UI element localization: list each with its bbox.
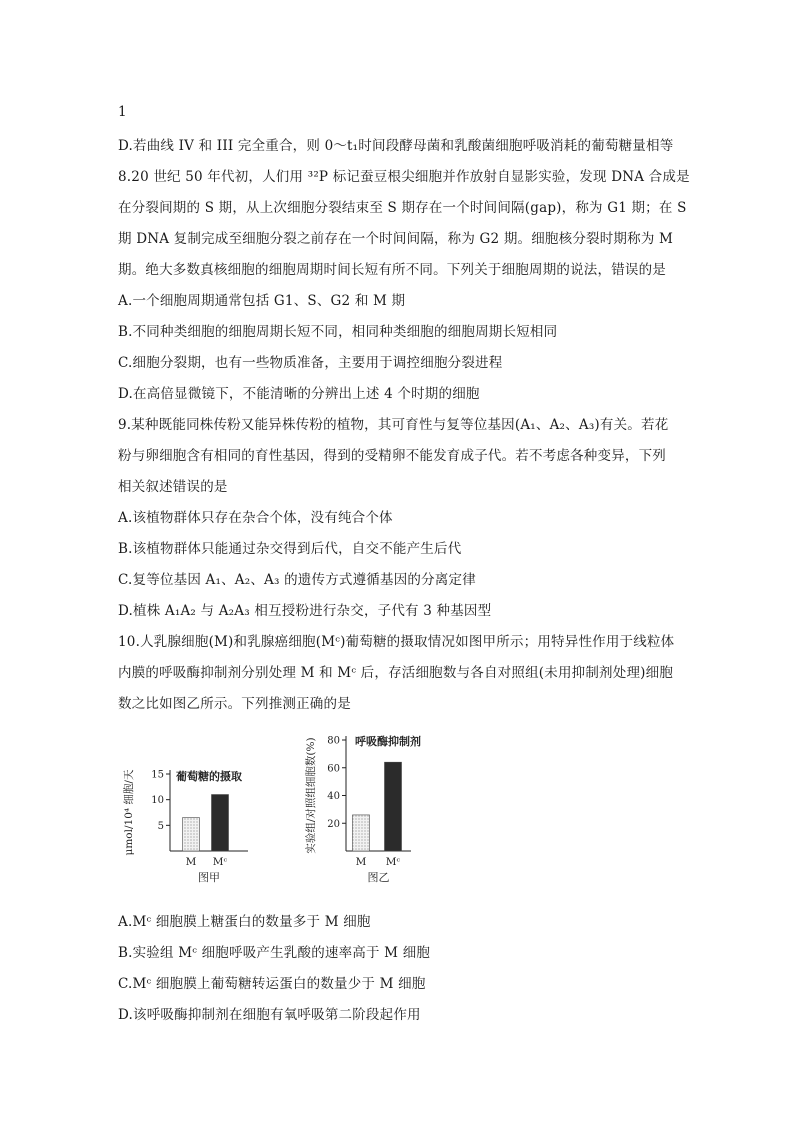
option-line: A.一个细胞周期通常包括 G1、S、G2 和 M 期 [118,293,406,309]
y-axis-label: 实验组/对照组细胞数(%) [305,737,317,854]
text-line: 粉与卵细胞含有相同的育性基因，得到的受精卵不能发育成子代。若不考虑各种变异，下列 [118,448,666,464]
text-line: 在分裂间期的 S 期，从上次细胞分裂结束至 S 期存在一个时间间隔(gap)，称为 G1 期；在 S [118,200,687,216]
text-line: 数之比如图乙所示。下列推测正确的是 [118,696,351,712]
figure-caption: 图乙 [367,871,390,884]
y-tick-label: 20 [327,818,340,830]
y-tick-label: 60 [327,763,340,775]
figure-caption: 图甲 [198,871,220,884]
option-line: A.该植物群体只存在杂合个体，没有纯合个体 [118,510,393,526]
option-line: A.Mᶜ 细胞膜上糖蛋白的数量多于 M 细胞 [118,914,371,930]
option-line: B.不同种类细胞的细胞周期长短不同，相同种类细胞的细胞周期长短相同 [118,324,558,340]
y-axis-label: μmol/10⁴ 细胞/天 [123,769,135,856]
bar-Mᶜ [385,762,402,851]
x-tick-label: Mᶜ [212,856,228,868]
option-line: C.Mᶜ 细胞膜上葡萄糖转运蛋白的数量少于 M 细胞 [118,976,426,992]
chart-inhibitor [304,734,421,884]
y-tick-label: 80 [327,735,340,747]
text-line: 9.某种既能同株传粉又能异株传粉的植物，其可育性与复等位基因(A₁、A₂、A₃)有关。若花 [118,417,669,433]
y-tick-label: 10 [151,795,164,807]
option-line: C.复等位基因 A₁、A₂、A₃ 的遗传方式遵循基因的分离定律 [118,572,476,588]
option-line: D.该呼吸酶抑制剂在细胞有氧呼吸第二阶段起作用 [118,1007,421,1023]
y-tick-label: 15 [151,769,164,781]
option-line: C.细胞分裂期，也有一些物质准备，主要用于调控细胞分裂进程 [118,355,503,371]
text-line: D.若曲线 IV 和 III 完全重合，则 0～t₁时间段酵母菌和乳酸菌细胞呼吸消耗的葡萄糖量相等 [118,138,674,154]
option-line: D.在高倍显微镜下，不能清晰的分辨出上述 4 个时期的细胞 [118,386,480,402]
y-tick-label: 5 [157,820,164,832]
y-tick-label: 40 [327,791,340,802]
text-line: 8.20 世纪 50 年代初，人们用 ³²P 标记蚕豆根尖细胞并作放射自显影实验，发现 DNA 合成是 [118,169,690,185]
chart-glucose-uptake [123,769,248,884]
text-line: 10.人乳腺细胞(M)和乳腺癌细胞(Mᶜ)葡萄糖的摄取情况如图甲所示；用特异性作用于线粒体 [118,634,675,650]
bar-M [183,818,200,851]
x-tick-label: M [355,856,367,868]
x-tick-label: M [185,856,197,868]
chart-title: 呼吸酶抑制剂 [355,735,421,748]
chart-title: 葡萄糖的摄取 [176,770,242,783]
option-line: B.该植物群体只能通过杂交得到后代，自交不能产生后代 [118,541,462,557]
bar-M [353,815,370,851]
text-line: 期 DNA 复制完成至细胞分裂之前存在一个时间间隔，称为 G2 期。细胞核分裂时期称为 M [118,231,674,247]
x-tick-label: Mᶜ [385,856,401,868]
option-line: D.植株 A₁A₂ 与 A₂A₃ 相互授粉进行杂交，子代有 3 种基因型 [118,603,492,619]
text-line: 内膜的呼吸酶抑制剂分别处理 M 和 Mᶜ 后，存活细胞数与各自对照组(未用抑制剂处理)细胞 [118,665,674,681]
text-line: 期。绝大多数真核细胞的细胞周期时间长短有所不同。下列关于细胞周期的说法，错误的是 [118,262,666,278]
page-number: 1 [118,104,127,120]
option-line: B.实验组 Mᶜ 细胞呼吸产生乳酸的速率高于 M 细胞 [118,945,431,961]
bar-Mᶜ [212,795,229,851]
text-line: 相关叙述错误的是 [118,479,228,495]
figures [118,728,518,908]
